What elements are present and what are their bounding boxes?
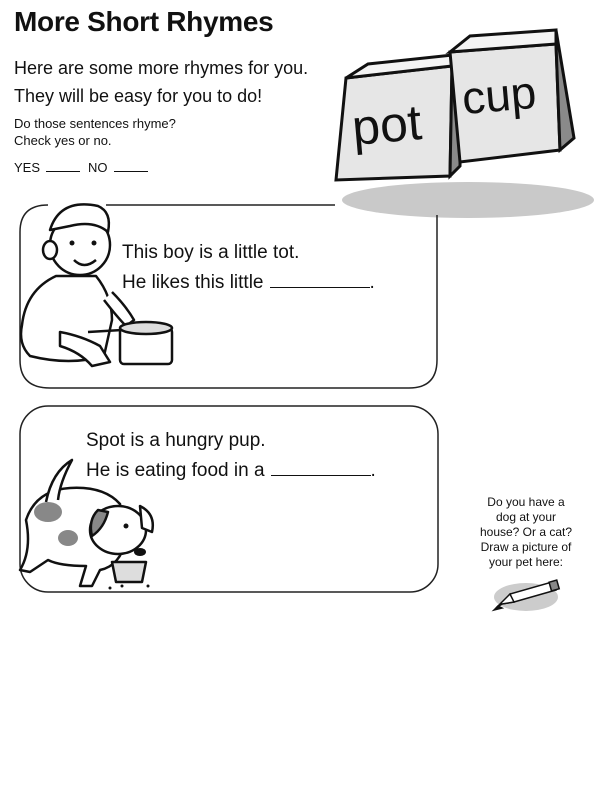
no-label: NO <box>88 160 108 175</box>
no-answer-blank[interactable] <box>114 161 148 172</box>
story1-line-1: This boy is a little tot. <box>122 242 300 263</box>
pet-prompt-line-3: house? Or a cat? <box>479 525 573 539</box>
pencil-illustration <box>494 580 559 611</box>
cup-block-label: cup <box>459 65 539 125</box>
intro-line-1: Here are some more rhymes for you. <box>14 58 309 78</box>
pot-block-label: pot <box>349 94 424 156</box>
pet-prompt-line-1: Do you have a <box>487 495 565 509</box>
yes-answer-blank[interactable] <box>46 161 80 172</box>
story1-answer-blank[interactable] <box>270 273 370 288</box>
intro-line-2: They will be easy for you to do! <box>14 86 263 106</box>
story2-line-2-text: He is eating food in a <box>86 460 265 481</box>
pet-drawing-area[interactable] <box>330 610 590 780</box>
story2-line-1: Spot is a hungry pup. <box>86 430 266 451</box>
yes-label: YES <box>14 160 41 175</box>
story1-line-2-end: . <box>369 272 375 293</box>
pet-prompt-line-2: dog at your <box>495 510 557 524</box>
story2-line-2 <box>86 460 376 482</box>
question-line-2: Check yes or no. <box>14 133 112 148</box>
story2-answer-blank[interactable] <box>271 461 371 476</box>
question-line-1: Do those sentences rhyme? <box>14 116 176 131</box>
page-title: More Short Rhymes <box>14 6 274 37</box>
pet-drawing-prompt <box>470 495 582 570</box>
pet-prompt-line-4: Draw a picture of <box>480 540 572 554</box>
story2-line-2-end: . <box>370 460 376 481</box>
yes-no-row <box>14 160 156 175</box>
pet-prompt-line-5: your pet here: <box>488 555 564 569</box>
blocks-shadow <box>342 182 594 218</box>
story1-line-2-text: He likes this little <box>122 272 264 293</box>
story1-line-2 <box>122 272 375 294</box>
